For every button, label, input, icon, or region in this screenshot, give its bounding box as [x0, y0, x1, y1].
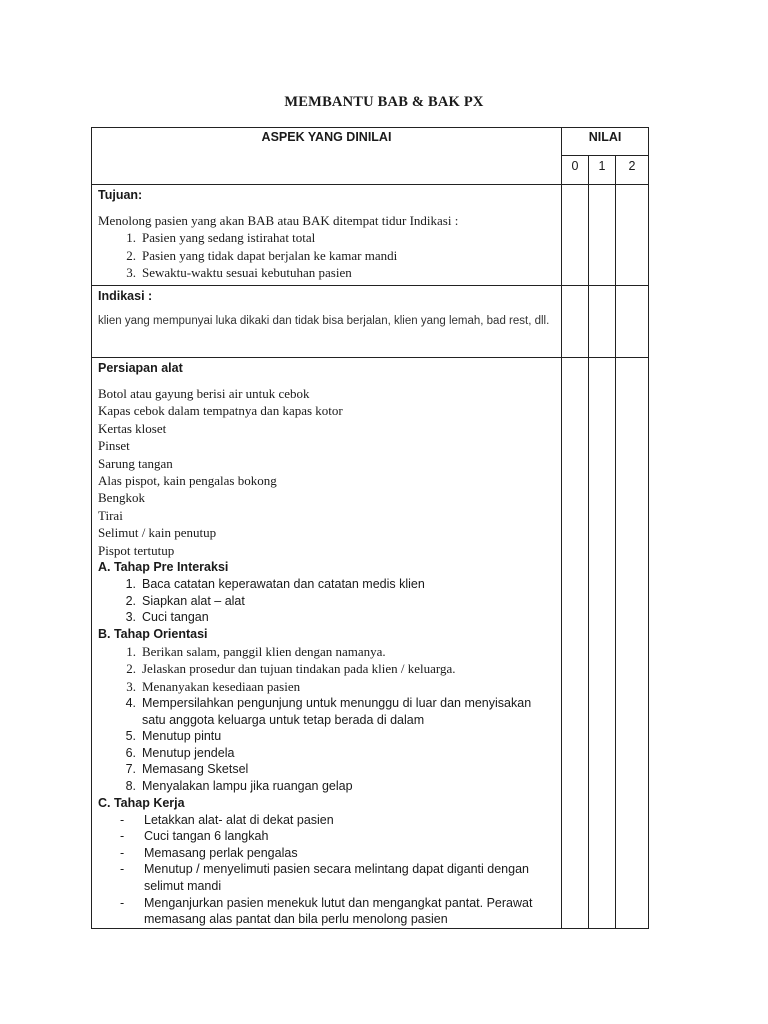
list-number: 2.	[126, 247, 136, 263]
orientasi-list	[98, 643, 555, 795]
list-text: Berikan salam, panggil klien dengan namanya.	[142, 643, 386, 659]
list-number: 1.	[126, 643, 136, 659]
persiapan-item: Botol atau gayung berisi air untuk cebok	[98, 386, 310, 401]
list-text: Letakkan alat- alat di dekat pasien	[144, 812, 334, 827]
kerja-item	[98, 895, 555, 928]
list-text: Mempersilahkan pengunjung untuk menunggu di luar dan menyisakan satu anggota keluarga untuk tetap berada di dalam	[142, 696, 532, 727]
list-number: 7.	[125, 762, 136, 777]
list-number: 6.	[125, 745, 136, 760]
score-cell-2[interactable]	[616, 286, 649, 358]
assessment-table	[91, 127, 649, 929]
score-cell-1[interactable]	[589, 185, 616, 286]
aspek-header: ASPEK YANG DINILAI	[92, 128, 562, 185]
indikasi-section	[92, 286, 562, 358]
kerja-item	[98, 861, 555, 894]
orientasi-item	[98, 643, 555, 660]
orientasi-item	[98, 778, 555, 795]
tujuan-item	[98, 247, 555, 264]
score-header-1: 1	[589, 156, 616, 185]
list-dash: -	[120, 895, 125, 910]
list-text: Siapkan alat – alat	[142, 593, 245, 608]
orientasi-item	[98, 678, 555, 695]
persiapan-item: Bengkok	[98, 490, 145, 506]
orientasi-item	[98, 745, 555, 762]
list-number: 2.	[126, 661, 136, 677]
persiapan-item: Kapas cebok dalam tempatnya dan kapas kotor	[98, 403, 343, 419]
list-text: Baca catatan keperawatan dan catatan medis klien	[142, 577, 425, 592]
list-text: Menutup pintu	[142, 729, 222, 744]
tujuan-section	[92, 185, 562, 286]
list-text: Memasang perlak pengalas	[144, 845, 298, 860]
pre-interaksi-item	[98, 593, 555, 610]
list-text: Pasien yang sedang istirahat total	[142, 230, 316, 246]
list-dash: -	[120, 862, 125, 877]
list-text: Memasang Sketsel	[142, 762, 249, 777]
score-cell-0[interactable]	[562, 185, 589, 286]
list-text: Pasien yang tidak dapat berjalan ke kamar mandi	[142, 247, 398, 263]
kerja-heading: C. Tahap Kerja	[98, 795, 185, 810]
kerja-item	[98, 828, 555, 845]
kerja-list	[98, 812, 555, 928]
list-text: Menanyakan kesediaan pasien	[142, 678, 301, 694]
list-number: 8.	[125, 779, 136, 794]
persiapan-item: Tirai	[98, 507, 123, 523]
list-number: 5.	[125, 729, 136, 744]
persiapan-item: Pinset	[98, 438, 130, 454]
score-cell-2[interactable]	[616, 358, 649, 929]
kerja-item	[98, 812, 555, 829]
persiapan-heading: Persiapan alat	[98, 361, 183, 375]
score-cell-2[interactable]	[616, 185, 649, 286]
orientasi-item	[98, 761, 555, 778]
pre-interaksi-list	[98, 576, 555, 626]
pre-interaksi-item	[98, 576, 555, 593]
nilai-header: NILAI	[562, 128, 649, 156]
tujuan-text: Menolong pasien yang akan BAB atau BAK ditempat tidur Indikasi :	[98, 213, 459, 228]
score-header-2: 2	[616, 156, 649, 185]
list-dash: -	[120, 812, 125, 827]
list-text: Menutup jendela	[142, 745, 235, 760]
tujuan-item	[98, 264, 555, 281]
persiapan-item: Sarung tangan	[98, 455, 173, 471]
list-number: 2.	[125, 593, 136, 608]
persiapan-item: Pispot tertutup	[98, 542, 175, 558]
page-title: MEMBANTU BAB & BAK PX	[284, 94, 484, 110]
list-text: Cuci tangan 6 langkah	[144, 829, 269, 844]
orientasi-heading: B. Tahap Orientasi	[98, 626, 208, 641]
tujuan-list	[98, 229, 555, 281]
persiapan-item: Selimut / kain penutup	[98, 525, 217, 541]
persiapan-list	[98, 385, 555, 559]
indikasi-text: klien yang mempunyai luka dikaki dan tidak bisa berjalan, klien yang lemah, bad rest, dll.	[98, 315, 550, 327]
list-dash: -	[120, 829, 125, 844]
list-text: Jelaskan prosedur dan tujuan tindakan pada klien / keluarga.	[142, 661, 456, 677]
orientasi-item	[98, 695, 555, 728]
orientasi-item	[98, 660, 555, 677]
list-number: 3.	[126, 678, 136, 694]
score-cell-1[interactable]	[589, 286, 616, 358]
score-header-0: 0	[562, 156, 589, 185]
list-number: 3.	[125, 610, 136, 625]
kerja-item	[98, 845, 555, 862]
list-dash: -	[120, 845, 125, 860]
persiapan-item: Kertas kloset	[98, 420, 167, 436]
list-text: Cuci tangan	[142, 610, 209, 625]
list-number: 3.	[126, 265, 136, 281]
list-number: 1.	[126, 230, 136, 246]
indikasi-heading: Indikasi :	[98, 289, 153, 303]
list-text: Menutup / menyelimuti pasien secara melintang dapat diganti dengan selimut mandi	[144, 862, 529, 893]
score-cell-1[interactable]	[589, 358, 616, 929]
pre-interaksi-heading: A. Tahap Pre Interaksi	[98, 560, 229, 575]
list-text: Menyalakan lampu jika ruangan gelap	[142, 779, 353, 794]
orientasi-item	[98, 728, 555, 745]
list-number: 1.	[125, 577, 136, 592]
pre-interaksi-item	[98, 609, 555, 626]
tujuan-heading: Tujuan:	[98, 188, 143, 202]
score-cell-0[interactable]	[562, 286, 589, 358]
list-text: Sewaktu-waktu sesuai kebutuhan pasien	[142, 265, 352, 281]
persiapan-item: Alas pispot, kain pengalas bokong	[98, 473, 277, 489]
list-number: 4.	[125, 696, 136, 711]
score-cell-0[interactable]	[562, 358, 589, 929]
persiapan-section	[92, 358, 562, 929]
list-text: Menganjurkan pasien menekuk lutut dan mengangkat pantat. Perawat memasang alas pantat dan bila perlu menolong pasien	[144, 895, 533, 927]
tujuan-item	[98, 229, 555, 246]
